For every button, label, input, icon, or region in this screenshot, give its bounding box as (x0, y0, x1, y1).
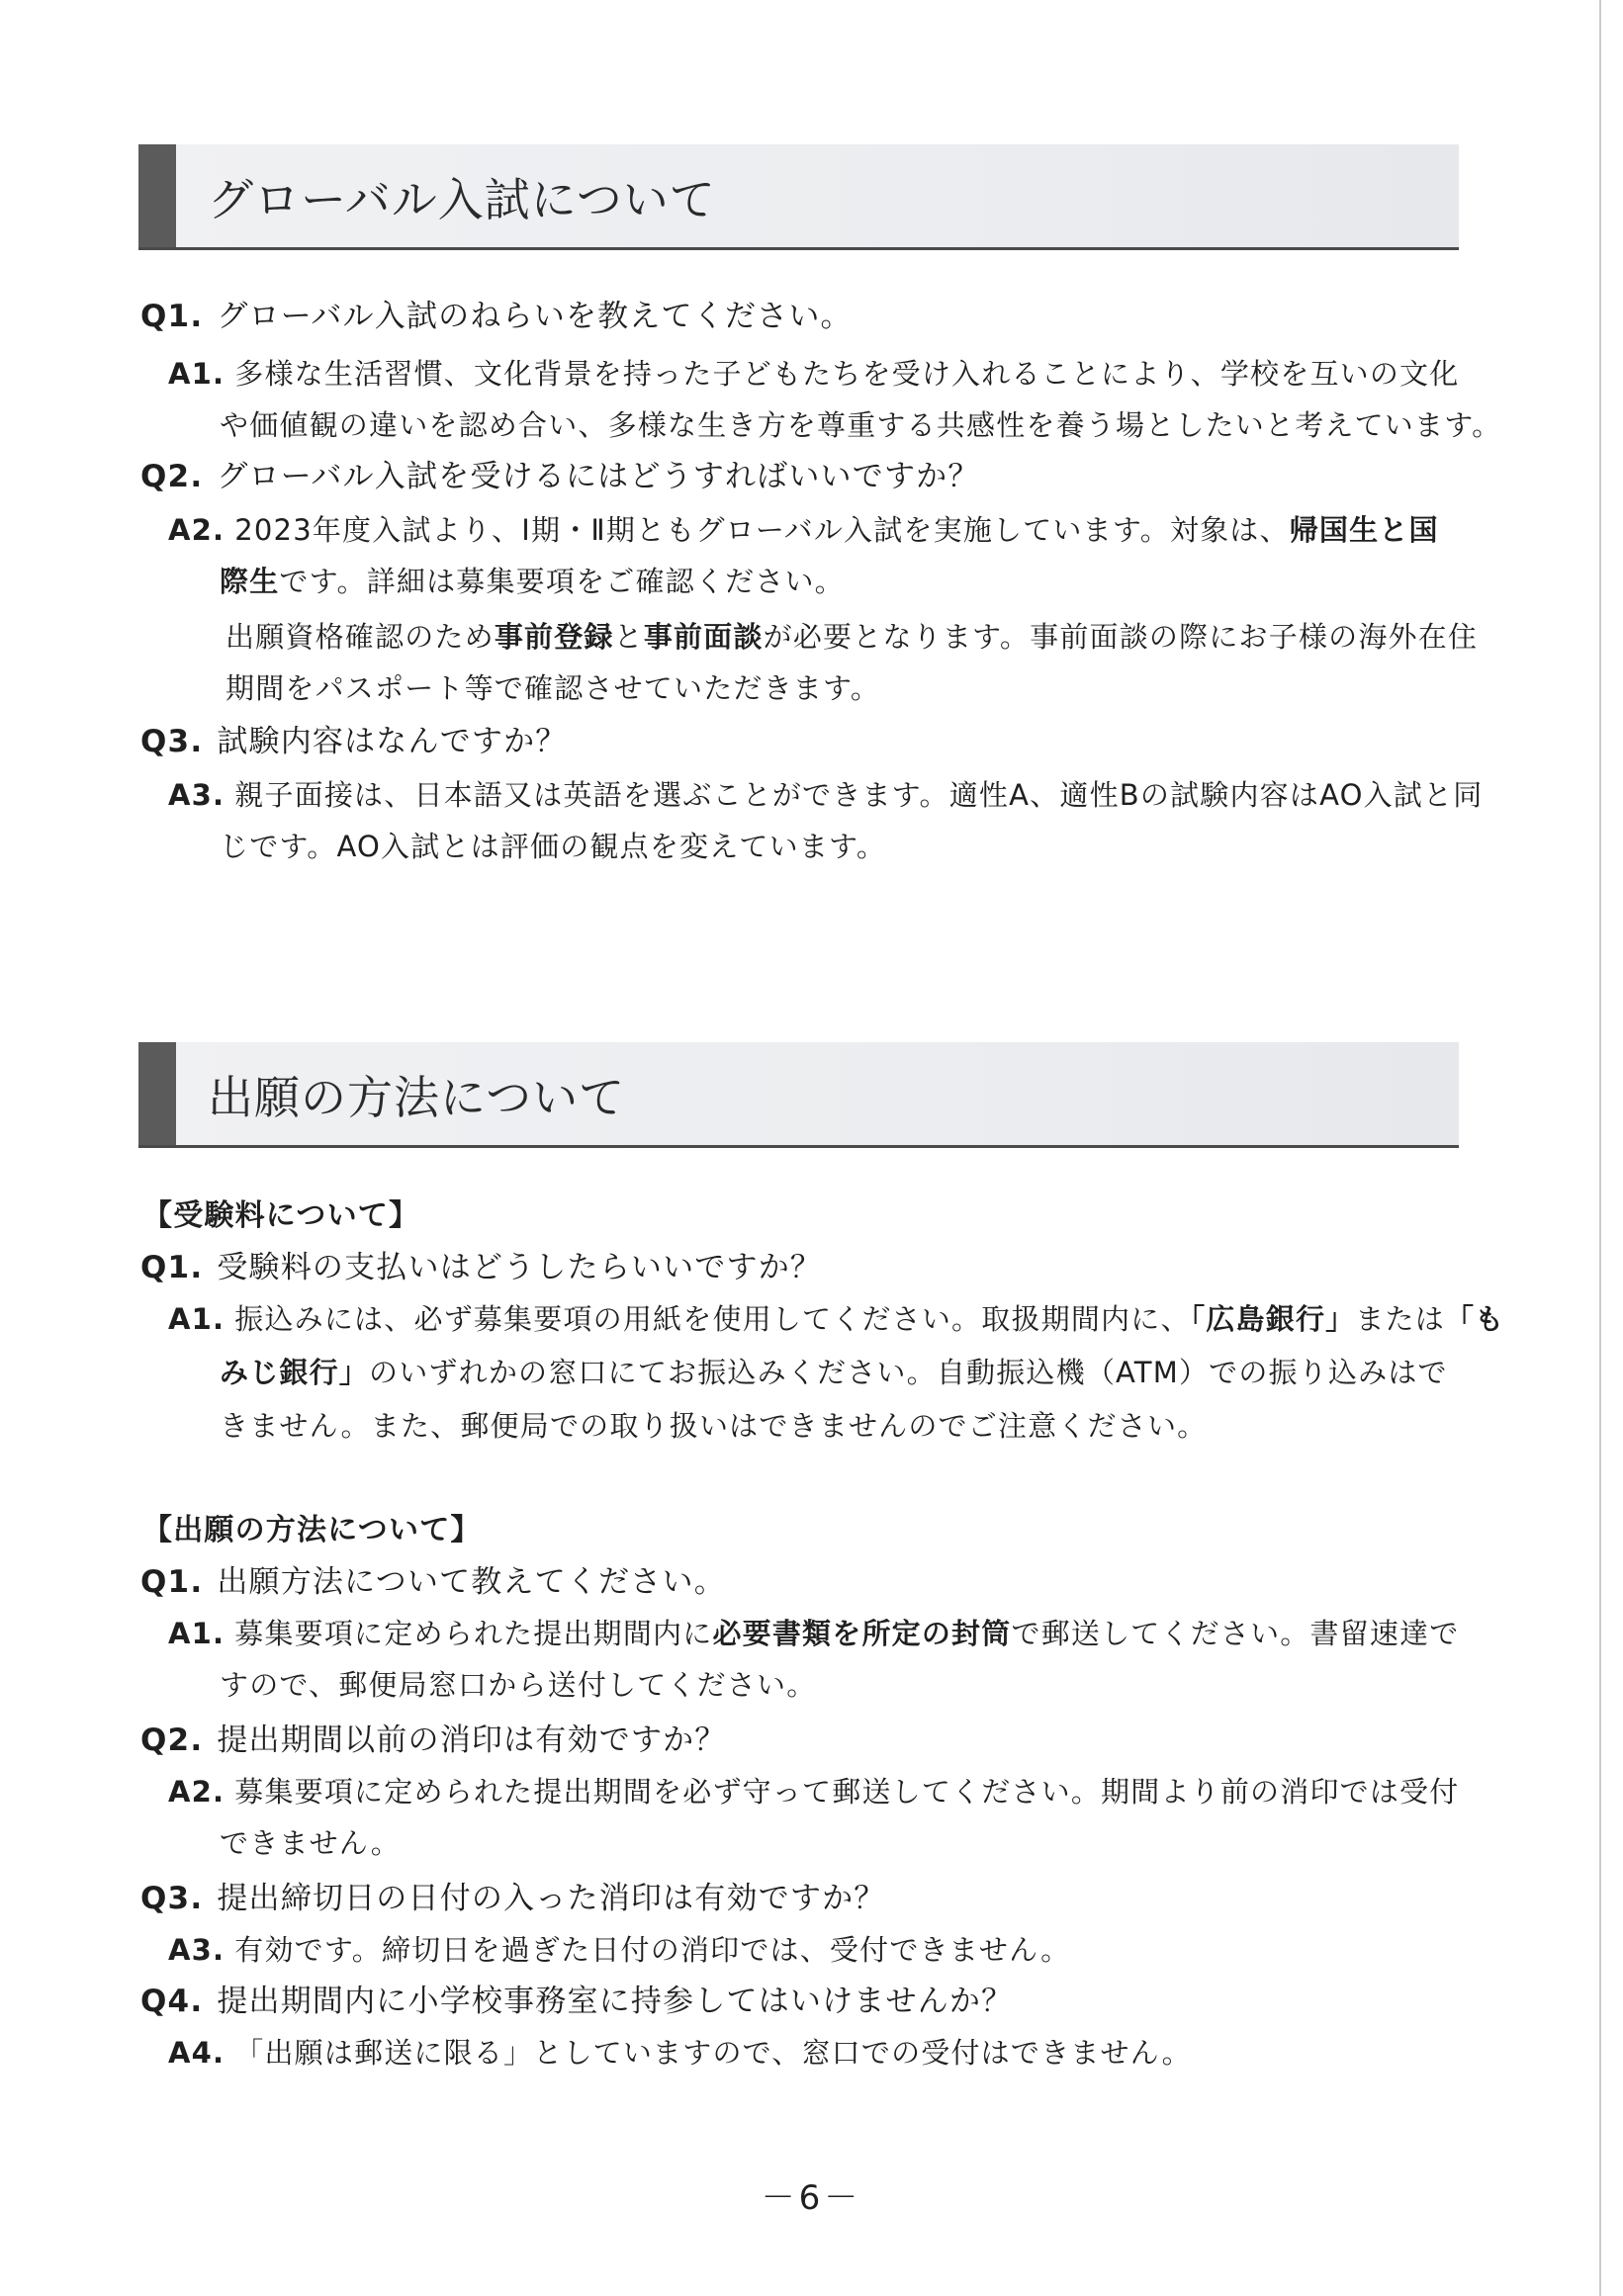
section-header-bar (138, 1042, 176, 1145)
page-edge (1599, 0, 1601, 2296)
answer-method-2 (168, 1772, 1459, 1811)
bold-text: 必要書類を所定の封筒 (712, 1617, 1012, 1650)
section-header-global-exam (138, 144, 1459, 250)
bold-text: 「広島銀行」 (1190, 1302, 1356, 1336)
answer-number: A1. (168, 1617, 225, 1650)
answer-2-note (225, 617, 1478, 657)
answer-text: 募集要項に定められた提出期間内に (234, 1617, 713, 1650)
answer-fee-1-cont2: きません。また、郵便局での取り扱いはできませんのでご注意ください。 (220, 1409, 1208, 1443)
bold-text: 事前面談 (643, 620, 764, 654)
answer-text: 2023年度入試より、Ⅰ期・Ⅱ期ともグローバル入試を実施しています。対象は、 (234, 513, 1290, 547)
question-2 (140, 457, 980, 496)
answer-number: A3. (168, 778, 225, 812)
answer-method-3 (168, 1930, 1070, 1970)
bold-text: みじ銀行」 (220, 1356, 370, 1389)
question-method-3 (140, 1879, 886, 1918)
question-method-1 (140, 1562, 726, 1602)
answer-2-note-cont: 期間をパスポート等で確認させていただきます。 (225, 671, 881, 705)
answer-text: 「出願は郵送に限る」としていますので、窓口での受付はできません。 (234, 2036, 1192, 2070)
answer-1-cont: や価値観の違いを認め合い、多様な生き方を尊重する共感性を養う場としたいと考えています。 (220, 408, 1502, 442)
answer-method-1-cont: すので、郵便局窓口から送付してください。 (220, 1668, 817, 1702)
question-number: Q1. (140, 299, 204, 334)
subheading-method: 【出願の方法について】 (142, 1513, 482, 1547)
bold-text: 「も (1444, 1302, 1505, 1336)
question-text: 出願方法について教えてください。 (217, 1564, 726, 1600)
question-number: Q1. (140, 1250, 204, 1285)
page-number: －6－ (761, 2178, 862, 2218)
question-number: Q2. (140, 459, 204, 494)
answer-2 (168, 510, 1439, 550)
question-text: 提出期間内に小学校事務室に持参してはいけませんか？ (217, 1984, 1014, 2019)
subheading-fee: 【受験料について】 (142, 1198, 420, 1233)
question-text: グローバル入試を受けるにはどうすればいいですか？ (217, 459, 980, 494)
answer-text: で郵送してください。書留速達で (1011, 1617, 1460, 1650)
answer-number: A2. (168, 1775, 225, 1809)
answer-text: 出願資格確認のため (225, 620, 495, 654)
question-text: 提出締切日の日付の入った消印は有効ですか？ (217, 1881, 886, 1916)
question-method-4 (140, 1982, 1013, 2021)
answer-number: A4. (168, 2036, 225, 2070)
answer-3 (168, 775, 1483, 815)
answer-number: A1. (168, 1302, 225, 1336)
answer-text: 有効です。締切日を過ぎた日付の消印では、受付できません。 (234, 1933, 1071, 1967)
question-number: Q3. (140, 724, 204, 759)
answer-text: と (613, 620, 644, 654)
answer-text: 振込みには、必ず募集要項の用紙を使用してください。取扱期間内に、 (234, 1302, 1191, 1336)
section-title: 出願の方法について (208, 1071, 626, 1124)
answer-method-2-cont: できません。 (220, 1826, 401, 1860)
bold-text: 帰国生と国 (1289, 513, 1439, 547)
answer-2-cont (220, 562, 845, 601)
question-text: 受験料の支払いはどうしたらいいですか？ (217, 1250, 823, 1285)
question-text: 提出期間以前の消印は有効ですか？ (217, 1722, 727, 1758)
bold-text: 際生 (220, 565, 280, 598)
question-number: Q3. (140, 1881, 204, 1916)
question-method-2 (140, 1721, 727, 1760)
question-fee-1 (140, 1248, 822, 1287)
answer-text: 募集要項に定められた提出期間を必ず守って郵送してください。期間より前の消印では受付 (234, 1775, 1460, 1809)
answer-text: 親子面接は、日本語又は英語を選ぶことができます。適性A、適性Bの試験内容はAO入試と同 (234, 778, 1484, 812)
section-header-application (138, 1042, 1459, 1148)
answer-number: A1. (168, 357, 225, 391)
answer-number: A3. (168, 1933, 225, 1967)
answer-fee-1-cont (220, 1353, 1448, 1392)
answer-text: が必要となります。事前面談の際にお子様の海外在住 (763, 620, 1479, 654)
answer-text: です。詳細は募集要項をご確認ください。 (279, 565, 845, 598)
question-3 (140, 722, 568, 761)
section-header-bar (138, 144, 176, 247)
answer-fee-1 (168, 1299, 1504, 1339)
bold-text: 事前登録 (494, 620, 614, 654)
question-number: Q1. (140, 1564, 204, 1600)
answer-text: または (1355, 1302, 1445, 1336)
answer-method-1 (168, 1614, 1459, 1653)
answer-text: のいずれかの窓口にてお振込みください。自動振込機（ATM）での振り込みはで (369, 1356, 1448, 1389)
answer-3-cont: じです。AO入試とは評価の観点を変えています。 (220, 830, 887, 863)
question-text: 試験内容はなんですか？ (217, 724, 568, 759)
question-number: Q2. (140, 1722, 204, 1758)
answer-text: 多様な生活習慣、文化背景を持った子どもたちを受け入れることにより、学校を互いの文化 (234, 357, 1460, 391)
question-1 (140, 297, 853, 336)
question-number: Q4. (140, 1984, 204, 2019)
question-text: グローバル入試のねらいを教えてください。 (217, 299, 853, 334)
answer-method-4 (168, 2033, 1192, 2073)
answer-number: A2. (168, 513, 225, 547)
section-title: グローバル入試について (208, 173, 716, 226)
answer-1 (168, 354, 1459, 394)
